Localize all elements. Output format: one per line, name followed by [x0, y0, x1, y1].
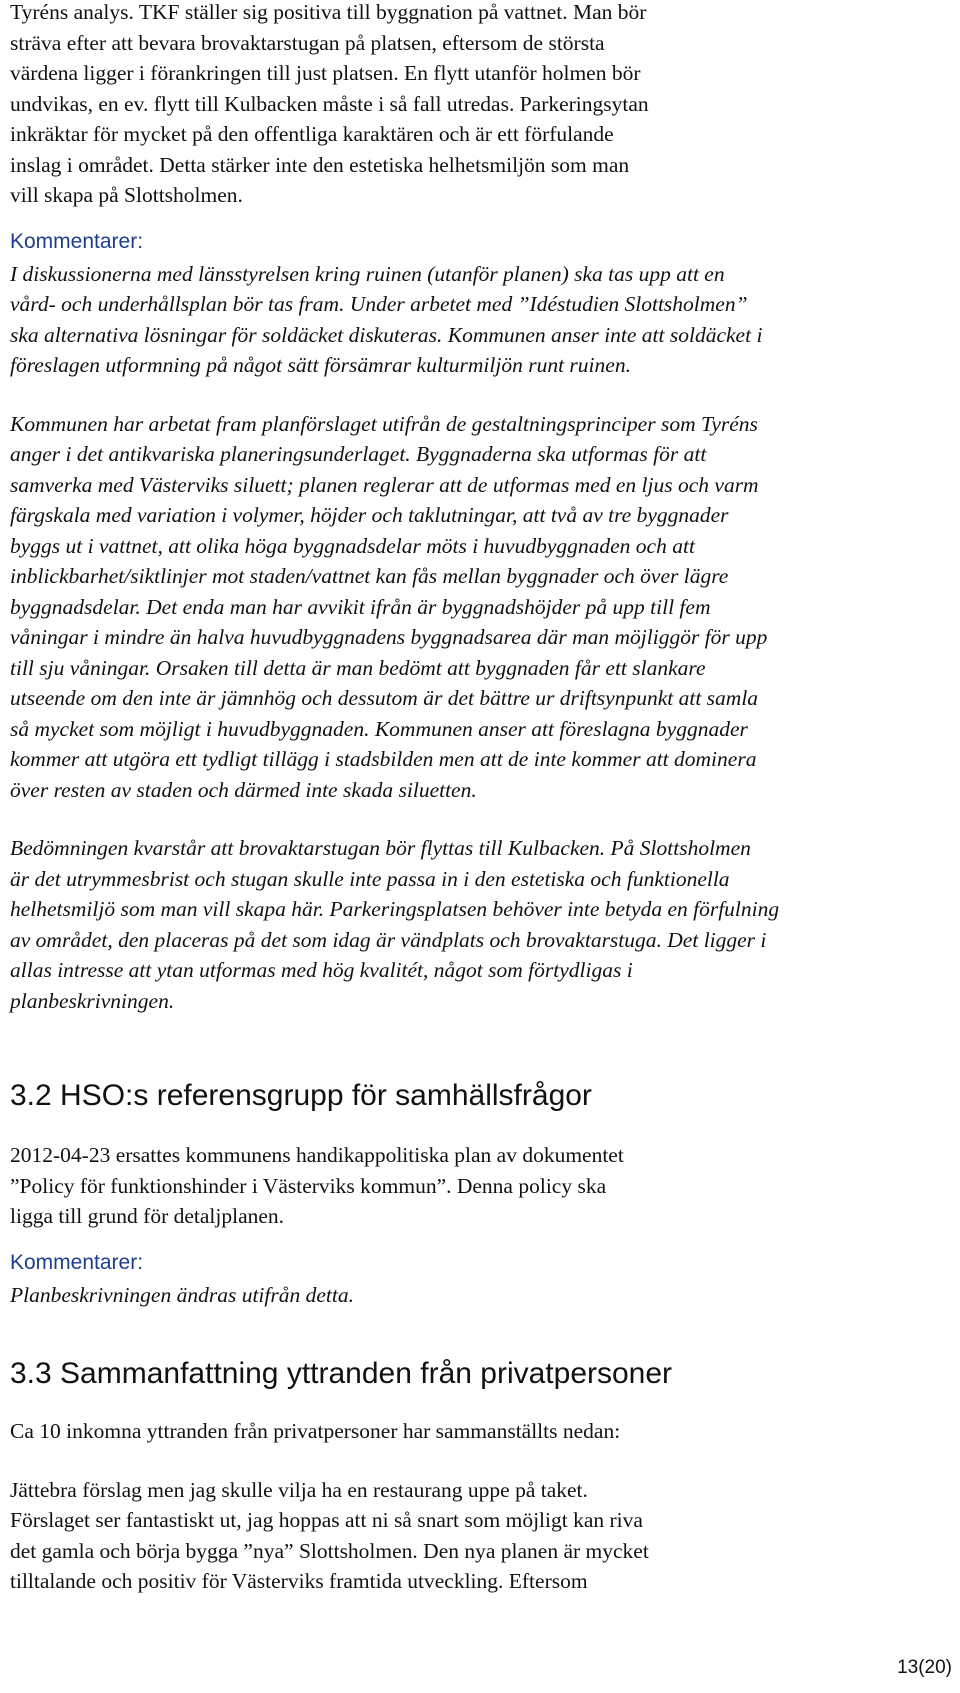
text-line: byggnadsdelar. Det enda man har avvikit ifrån är byggnadshöjder på upp till fem [10, 594, 711, 619]
text-line: 2012-04-23 ersattes kommunens handikappolitiska plan av dokumentet [10, 1143, 624, 1167]
section-heading-3-2: 3.2 HSO:s referensgrupp för samhällsfrågor [10, 1079, 592, 1112]
comment-paragraph [10, 259, 800, 381]
text-line: vård- och underhållsplan bör tas fram. Under arbetet med ”Idéstudien Slottsholmen” [10, 292, 748, 316]
text-line: undvikas, en ev. flytt till Kulbacken måste i så fall utredas. Parkeringsytan [10, 91, 649, 116]
page-number: 13(20) [897, 1657, 952, 1678]
text-line: Tyréns analys. TKF ställer sig positiva till byggnation på vattnet. Man bör [10, 0, 647, 24]
comment-paragraph [10, 409, 800, 806]
text-line: värdena ligger i förankringen till just platsen. En flytt utanför holmen bör [10, 61, 641, 85]
text-line: det gamla och börja bygga ”nya” Slottsholmen. Den nya planen är mycket [10, 1538, 649, 1563]
text-line: sträva efter att bevara brovaktarstugan på platsen, eftersom de största [10, 30, 605, 55]
document-page [10, 0, 800, 1597]
text-line: anger i det antikvariska planeringsunderlaget. Byggnaderna ska utformas för att [10, 442, 707, 466]
private-opinions [10, 1475, 800, 1597]
text-line: är det utrymmesbrist och stugan skulle inte passa in i den estetiska och funktionella [10, 866, 730, 891]
text-line: samverka med Västerviks siluett; planen reglerar att de utformas med en ljus och varm [10, 472, 759, 497]
text-line: Bedömningen kvarstår att brovaktarstugan bör flyttas till Kulbacken. På Slottsholmen [10, 836, 751, 860]
text-line: av området, den placeras på det som idag är vändplats och brovaktarstuga. Det ligger i [10, 927, 767, 952]
comment-heading: Kommentarer: [10, 1250, 144, 1274]
section-heading-3-3: 3.3 Sammanfattning yttranden från privatpersoner [10, 1357, 673, 1390]
text-line: ska alternativa lösningar för soldäcket diskuteras. Kommunen anser inte att soldäcket i [10, 322, 763, 347]
text-line: ligga till grund för detaljplanen. [10, 1204, 285, 1228]
comment-paragraph [10, 833, 800, 1016]
text-line: så mycket som möjligt i huvudbyggnaden. Kommunen anser att föreslagna byggnader [10, 716, 748, 741]
text-line: byggs ut i vattnet, att olika höga byggnadsdelar möts i huvudbyggnaden och att [10, 533, 695, 558]
text-line: Kommunen har arbetat fram planförslaget utifrån de gestaltningsprinciper som Tyréns [10, 411, 758, 436]
text-line: Förslaget ser fantastiskt ut, jag hoppas att ni så snart som möjligt kan riva [10, 1508, 643, 1532]
summary-line: Ca 10 inkomna yttranden från privatpersoner har sammanställts nedan: [10, 1419, 621, 1443]
text-line: färgskala med variation i volymer, höjder och taklutningar, att två av tre byggnader [10, 503, 729, 527]
text-line: allas intresse att ytan utformas med hög kvalitét, något som förtydligas i [10, 958, 633, 982]
text-line: föreslagen utformning på något sätt försämrar kulturmiljön runt ruinen. [10, 353, 631, 377]
text-line: till sju våningar. Orsaken till detta är man bedömt att byggnaden får ett slankare [10, 655, 706, 680]
text-line: inslag i området. Detta stärker inte den estetiska helhetsmiljön som man [10, 152, 630, 177]
text-line: vill skapa på Slottsholmen. [10, 183, 243, 207]
hso-comment: Planbeskrivningen ändras utifrån detta. [10, 1282, 354, 1307]
text-line: inkräktar för mycket på den offentliga karaktären och är ett förfulande [10, 122, 614, 146]
text-line: våningar i mindre än halva huvudbyggnadens byggnadsarea där man möjliggör för upp [10, 625, 768, 649]
text-line: I diskussionerna med länsstyrelsen kring ruinen (utanför planen) ska tas upp att en [10, 261, 725, 286]
comment-heading: Kommentarer: [10, 229, 144, 253]
top-paragraph [10, 0, 800, 211]
text-line: kommer att utgöra ett tydligt tillägg i stadsbilden men att de inte kommer att dominera [10, 747, 757, 771]
text-line: planbeskrivningen. [10, 988, 175, 1013]
text-line: helhetsmiljö som man vill skapa här. Parkeringsplatsen behöver inte betyda en förfulning [10, 897, 780, 921]
text-line: inblickbarhet/siktlinjer mot staden/vattnet kan fås mellan byggnader och över lägre [10, 564, 729, 588]
text-line: Jättebra förslag men jag skulle vilja ha en restaurang uppe på taket. [10, 1477, 588, 1502]
text-line: utseende om den inte är jämnhög och dessutom är det bättre ur driftsynpunkt att samla [10, 686, 759, 710]
text-line: ”Policy för funktionshinder i Västerviks kommun”. Denna policy ska [10, 1173, 607, 1198]
hso-paragraph [10, 1140, 800, 1232]
text-line: över resten av staden och därmed inte skada siluetten. [10, 777, 477, 802]
text-line: tilltalande och positiv för Västerviks framtida utveckling. Eftersom [10, 1569, 588, 1593]
